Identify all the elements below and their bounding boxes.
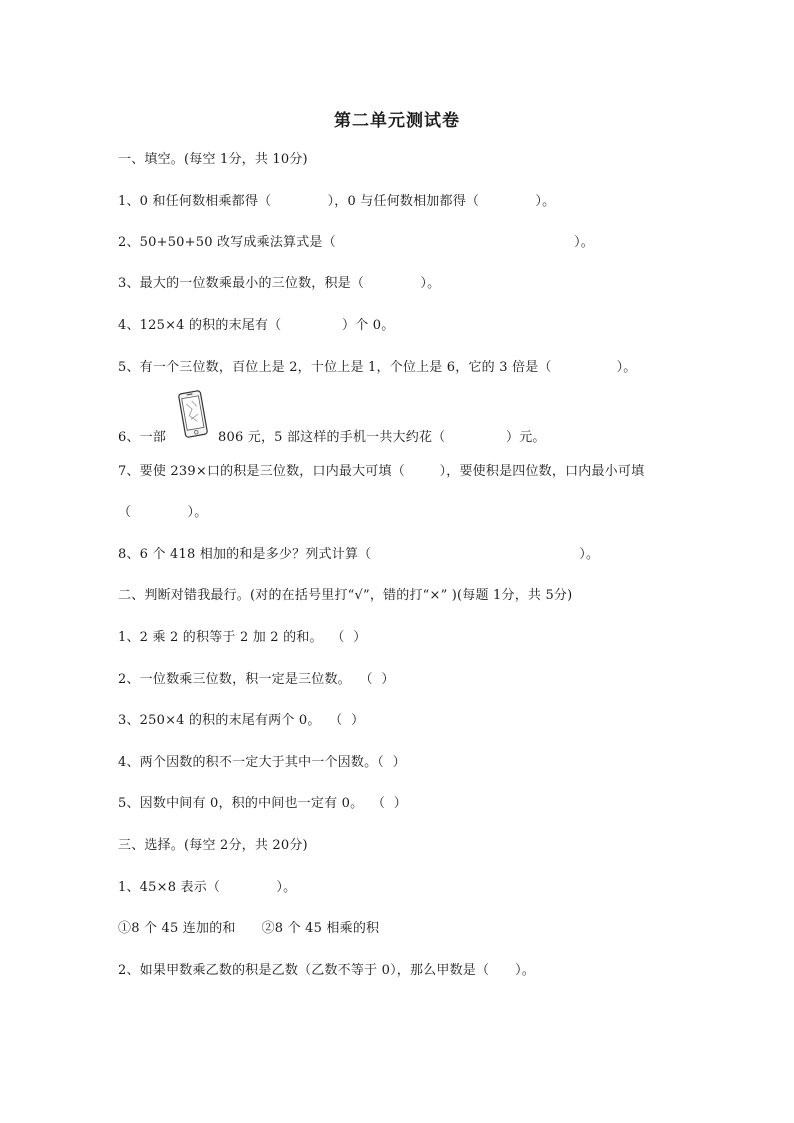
question-3-1: 1、45×8 表示（ ）。 (118, 880, 297, 895)
mobile-phone-icon (176, 389, 210, 439)
question-2-4: 4、两个因数的积不一定大于其中一个因数。（ ） (118, 755, 406, 770)
question-1-6-prefix: 6、一部 (118, 430, 167, 445)
question-1-4: 4、125×4 的积的末尾有（ ）个 0。 (118, 318, 395, 333)
page-title: 第二单元测试卷 (334, 111, 460, 131)
section-2-heading: 二、判断对错我最行。(对的在括号里打“√”，错的打“×” )(每题 1分，共 5分) (118, 588, 573, 603)
question-3-1-options: ①8 个 45 连加的和 ②8 个 45 相乘的积 (118, 921, 380, 936)
question-1-3: 3、最大的一位数乘最小的三位数，积是（ ）。 (118, 276, 441, 291)
question-1-1: 1、0 和任何数相乘都得（ ），0 与任何数相加都得（ ）。 (118, 194, 556, 209)
question-1-7-continued: （ ）。 (118, 505, 208, 520)
question-1-8: 8、6 个 418 相加的和是多少？列式计算（ ）。 (118, 547, 600, 562)
question-2-1: 1、2 乘 2 的积等于 2 加 2 的和。 （ ） (118, 630, 367, 645)
question-2-3: 3、250×4 的积的末尾有两个 0。 （ ） (118, 713, 365, 728)
question-1-5: 5、有一个三位数，百位上是 2，十位上是 1，个位上是 6，它的 3 倍是（ ）。 (118, 360, 637, 375)
question-2-5: 5、因数中间有 0，积的中间也一定有 0。 （ ） (118, 796, 408, 811)
question-1-6-suffix: 806 元，5 部这样的手机一共大约花（ ）元。 (218, 430, 546, 445)
question-3-2: 2、如果甲数乘乙数的积是乙数（乙数不等于 0），那么甲数是（ ）。 (118, 963, 536, 978)
section-3-heading: 三、选择。(每空 2分，共 20分) (118, 838, 308, 853)
question-2-2: 2、一位数乘三位数，积一定是三位数。 （ ） (118, 672, 395, 687)
question-1-7: 7、要使 239×口的积是三位数，口内最大可填（ ），要使积是四位数，口内最小可填 (118, 464, 645, 479)
section-1-heading: 一、填空。(每空 1分，共 10分) (118, 152, 308, 167)
question-1-2: 2、50+50+50 改写成乘法算式是（ ）。 (118, 235, 594, 250)
